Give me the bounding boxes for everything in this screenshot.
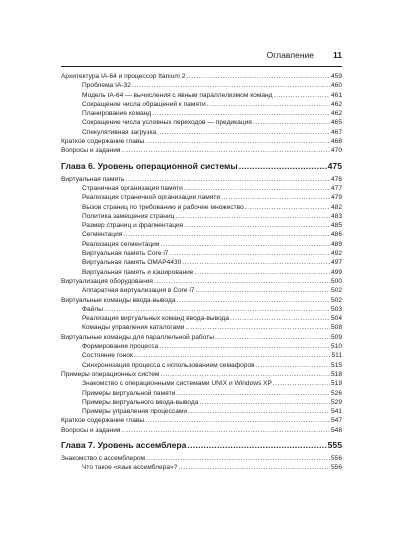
dot-leader [256, 361, 330, 370]
toc-entry [61, 351, 342, 360]
dot-leader [245, 203, 330, 212]
dot-leader [187, 439, 326, 451]
toc-entry-page: 508 [330, 324, 342, 332]
toc-entry-page: 470 [330, 147, 342, 155]
toc-entry-page: 502 [330, 287, 342, 295]
header-divider [61, 66, 342, 67]
toc-entry-page: 482 [330, 203, 342, 211]
toc-entry [61, 361, 342, 370]
toc-entry-title: Знакомство с операционными системами UNIX и Windows XP [82, 380, 272, 388]
toc-entry [61, 314, 342, 323]
toc-entry [61, 333, 342, 342]
toc-entry-page: 548 [330, 426, 342, 434]
dot-leader [175, 212, 330, 221]
toc-entry-title: Виртуальная память и кэширование [82, 268, 194, 276]
toc-entry-page: 462 [330, 100, 342, 108]
toc-entry-page: 483 [330, 212, 342, 220]
dot-leader [132, 81, 330, 90]
toc-entry-title: Реализация сегментации [82, 240, 160, 248]
toc-entry-page: 500 [330, 277, 342, 285]
dot-leader [274, 91, 330, 100]
toc-entry-title: Примеры виртуального ввода-вывода [82, 398, 199, 406]
dot-leader [176, 389, 330, 398]
toc-entry-page: 509 [330, 333, 342, 341]
toc-entry-page: 504 [330, 315, 342, 323]
toc-entry-page: 503 [330, 305, 342, 313]
toc-entry-title: Виртуальная память Core i7 [82, 250, 169, 258]
toc-entry-page: 476 [330, 175, 342, 183]
toc-entry [61, 81, 342, 90]
toc-entry [61, 100, 342, 109]
toc-entry [61, 240, 342, 249]
toc-entry-page: 492 [330, 250, 342, 258]
toc-entry-title: Состояние гонок [82, 352, 133, 360]
toc-entry-title: Вопросы и задания [61, 426, 121, 434]
toc-entry [61, 305, 342, 314]
dot-leader [169, 249, 330, 258]
dot-leader [196, 286, 330, 295]
toc-entry-title: Аппаратная виртуализация в Core i7 [82, 287, 195, 295]
toc-entry [61, 268, 342, 277]
toc-entry [61, 146, 342, 155]
toc-entry-title: Вопросы и задания [61, 147, 121, 155]
toc-entry-page: 519 [330, 380, 342, 388]
toc-entry-title: Виртуальная память [61, 175, 125, 183]
toc-entry-page: 556 [330, 454, 342, 462]
toc-entry-title: Страничная организация памяти [82, 184, 183, 192]
toc-entry-title: Реализация виртуальных команд ввода-вывода [82, 315, 230, 323]
toc-entry-title: Виртуальные команды для параллельной работы [61, 333, 214, 341]
toc-entry [61, 277, 342, 286]
toc-entry [61, 72, 342, 81]
toc-entry [61, 296, 342, 305]
toc-entry-page: 510 [330, 343, 342, 351]
dot-leader [273, 379, 330, 388]
toc-entry-page: 475 [327, 160, 342, 171]
toc-entry-title: Примеры виртуальной памяти [82, 389, 176, 397]
dot-leader [221, 193, 330, 202]
toc-entry-title: Модель IA-64 — вычисления с явным параллелизмом команд [82, 91, 273, 99]
dot-leader [177, 296, 330, 305]
dot-leader [121, 146, 330, 155]
page-header [61, 50, 342, 64]
toc-entry-title: Виртуальные команды ввода-вывода [61, 296, 176, 304]
toc-entry-page: 541 [330, 408, 342, 416]
toc-entry-page: 459 [330, 73, 342, 80]
toc-entry-title: Глава 6. Уровень операционной системы [61, 160, 238, 171]
dot-leader [160, 370, 330, 379]
toc-entry [61, 379, 342, 388]
toc-entry [61, 128, 342, 137]
toc-entry-title: Глава 7. Уровень ассемблера [61, 439, 187, 450]
toc-entry [61, 109, 342, 118]
toc-entry-page: 489 [330, 240, 342, 248]
toc-entry-page: 515 [330, 361, 342, 369]
toc-chapter-heading [61, 160, 342, 172]
toc-entry [61, 212, 342, 221]
toc-entry-title: Файлы [82, 305, 103, 313]
toc-entry-title: Виртуальная память OMAP4430 [82, 259, 182, 267]
toc-entry-title: Виртуализация оборудования [61, 277, 153, 285]
toc-chapter-heading [61, 439, 342, 451]
toc-entry-title: Сокращение числа обращений к памяти [82, 100, 206, 108]
toc-entry-title: Спекулятивная загрузка [82, 128, 157, 136]
toc-entry [61, 370, 342, 379]
dot-leader [159, 342, 330, 351]
toc-entry-title: Сегментация [82, 231, 123, 239]
toc-entry-title: Знакомство с ассемблером [61, 454, 146, 462]
page-number: 11 [333, 50, 342, 60]
toc-entry-page: 485 [330, 222, 342, 230]
toc-entry-title: Краткое содержание главы [61, 417, 145, 425]
toc-entry-title: Проблема IA-32 [82, 82, 131, 90]
dot-leader [215, 333, 330, 342]
toc-entry-title: Размер страниц и фрагментация [82, 222, 184, 230]
toc-entry [61, 118, 342, 127]
toc-entry [61, 389, 342, 398]
toc-entry [61, 258, 342, 267]
dot-leader [121, 426, 330, 435]
toc-entry-page: 511 [331, 352, 342, 360]
toc-entry [61, 184, 342, 193]
dot-leader [199, 398, 330, 407]
toc-entry-title: Примеры управления процессами [82, 408, 188, 416]
toc-entry [61, 323, 342, 332]
dot-leader [182, 258, 330, 267]
dot-leader [253, 118, 330, 127]
dot-leader [207, 100, 330, 109]
toc-entry-title: Синхронизация процесса с использованием семафоров [82, 361, 255, 369]
toc-entry [61, 249, 342, 258]
toc-entry [61, 193, 342, 202]
toc-entry-page: 486 [330, 231, 342, 239]
running-header-title: Оглавление [266, 50, 314, 60]
toc-entry-page: 477 [330, 184, 342, 192]
toc-entry [61, 416, 342, 425]
toc-entry [61, 91, 342, 100]
toc-entry [61, 137, 342, 146]
toc-entry-page: 499 [330, 268, 342, 276]
toc-entry [61, 175, 342, 184]
toc-entry [61, 463, 342, 472]
toc-entry [61, 342, 342, 351]
toc-entry-title: Формирование процесса [82, 343, 159, 351]
toc-entry-page: 479 [330, 194, 342, 202]
toc-entry-title: Реализация страничной организации памяти [82, 194, 221, 202]
toc-entry [61, 407, 342, 416]
toc-entry [61, 221, 342, 230]
dot-leader [146, 454, 330, 463]
dot-leader [157, 128, 330, 137]
toc-entry [61, 426, 342, 435]
toc-entry-page: 526 [330, 389, 342, 397]
dot-leader [184, 184, 330, 193]
toc-entry-title: Примеры операционных систем [61, 370, 160, 378]
toc-entry-page: 529 [330, 398, 342, 406]
toc-entry-page: 555 [327, 439, 342, 450]
dot-leader [125, 175, 330, 184]
dot-leader [161, 240, 330, 249]
toc-entry-page: 502 [330, 296, 342, 304]
toc-entry-title: Архитектура IA-64 и процессор Itanium 2 [61, 73, 186, 80]
toc-entry-page: 462 [330, 110, 342, 118]
dot-leader [194, 268, 330, 277]
toc-entry [61, 398, 342, 407]
toc-entry-page: 497 [330, 259, 342, 267]
toc-entry-page: 547 [330, 417, 342, 425]
dot-leader [134, 351, 331, 360]
dot-leader [186, 72, 330, 81]
dot-leader [145, 416, 330, 425]
dot-leader [123, 230, 330, 239]
dot-leader [230, 314, 330, 323]
toc-entry-title: Краткое содержание главы [61, 138, 145, 146]
dot-leader [104, 305, 330, 314]
toc-entry-title: Политика замещения страниц [82, 212, 175, 220]
toc-entry-title: Команды управления каталогами [82, 324, 185, 332]
table-of-contents [61, 72, 342, 473]
toc-entry-page: 468 [330, 138, 342, 146]
dot-leader [239, 160, 327, 172]
toc-entry-page: 460 [330, 82, 342, 90]
toc-entry [61, 230, 342, 239]
dot-leader [184, 221, 330, 230]
toc-entry-page: 465 [330, 119, 342, 127]
toc-entry-page: 461 [330, 91, 342, 99]
dot-leader [188, 407, 330, 416]
toc-entry-page: 556 [330, 464, 342, 472]
toc-entry-title: Что такое «язык ассемблера»? [82, 464, 178, 472]
toc-entry-title: Сокращение числа условных переходов — предикация [82, 119, 252, 127]
dot-leader [152, 109, 330, 118]
toc-entry-title: Планирование команд [82, 110, 152, 118]
toc-entry-title: Вызов страниц по требованию и рабочее множество [82, 203, 244, 211]
toc-entry [61, 454, 342, 463]
dot-leader [145, 137, 330, 146]
dot-leader [185, 323, 330, 332]
toc-entry [61, 203, 342, 212]
toc-entry [61, 286, 342, 295]
dot-leader [178, 463, 330, 472]
dot-leader [154, 277, 330, 286]
toc-entry-page: 518 [330, 370, 342, 378]
toc-entry-page: 467 [330, 128, 342, 136]
